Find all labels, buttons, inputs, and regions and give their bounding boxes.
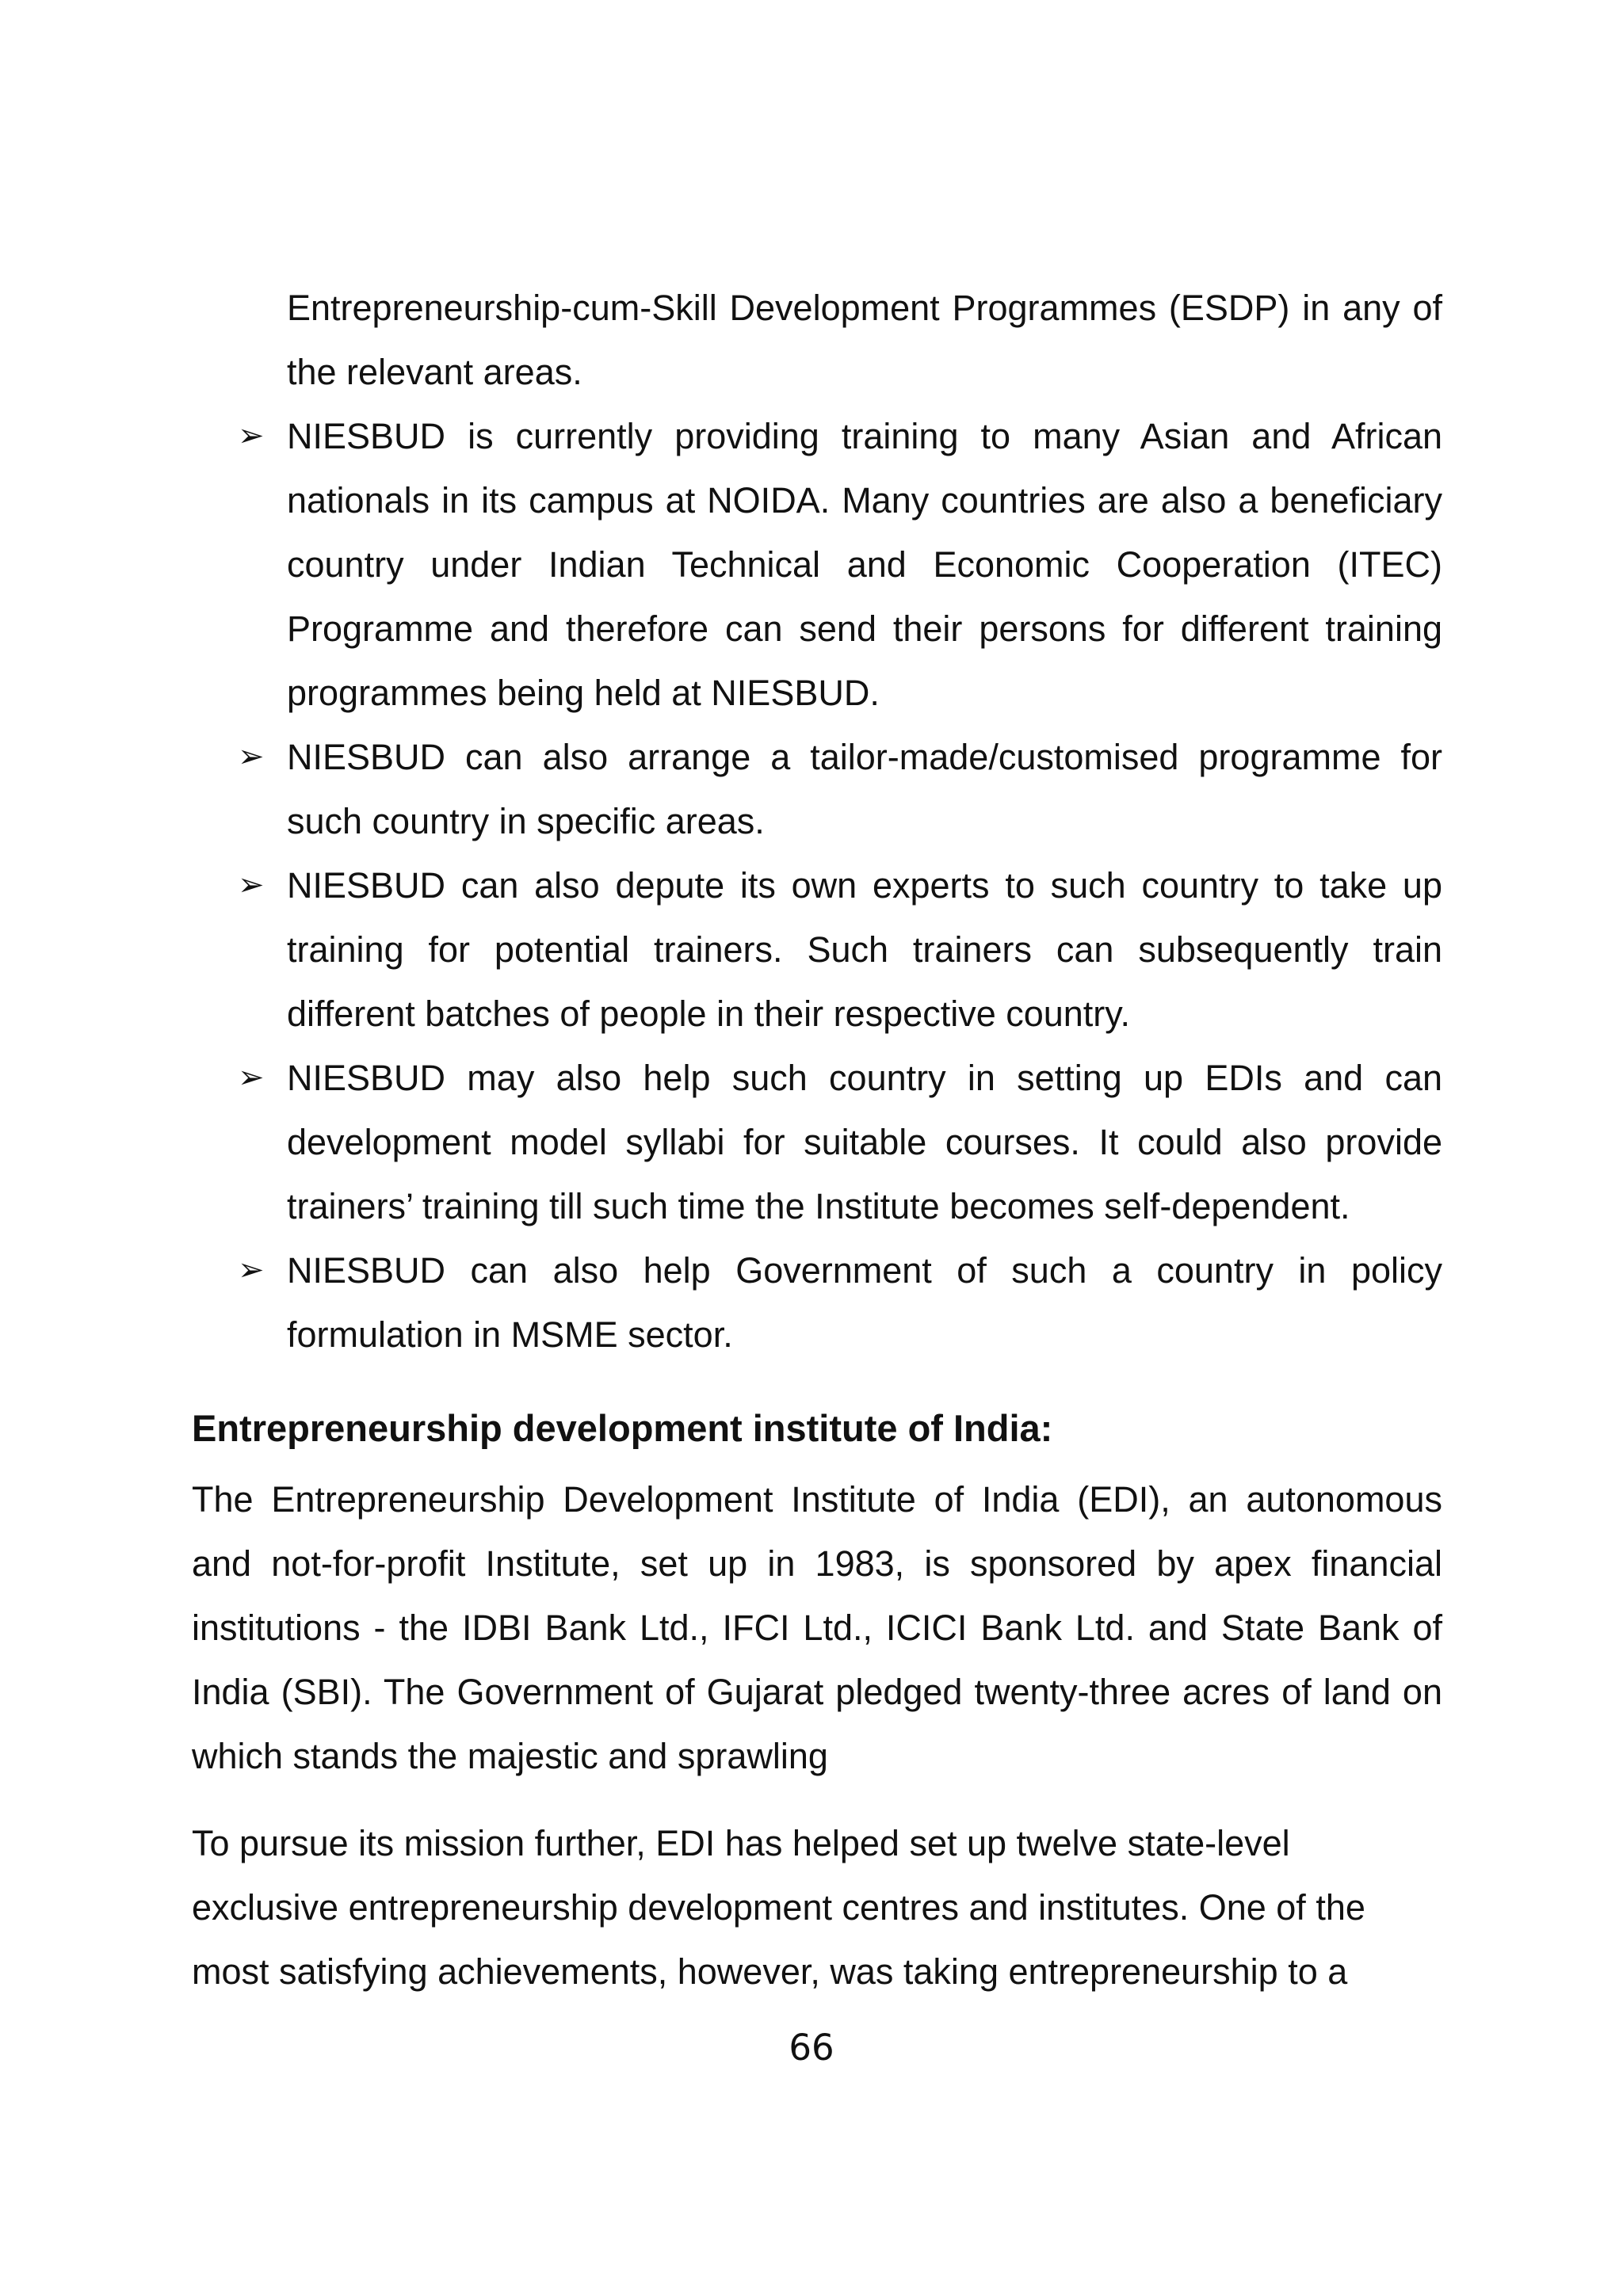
paragraph-edi-mission: To pursue its mission further, EDI has helped set up twelve state-level exclusive entrepreneurship development centres and institutes. One of the most satisfying achievements, however, was taking entrepreneurship to a: [192, 1823, 1365, 1992]
bullet-text-5: NIESBUD can also help Government of such a country in policy formulation in MSME sector.: [287, 1250, 1442, 1355]
bullet-item-5: [238, 1238, 1442, 1367]
page-number: 66: [789, 2027, 834, 2069]
bullet-item-1: [238, 404, 1442, 725]
arrow-bullet-icon: ➢: [238, 1253, 265, 1287]
continuation-text: Entrepreneurship-cum-Skill Development Programmes (ESDP) in any of the relevant areas.: [287, 288, 1442, 392]
paragraph-edi-intro: The Entrepreneurship Development Institute of India (EDI), an autonomous and not-for-profit Institute, set up in 1983, is sponsored by apex financial institutions - the IDBI Bank Ltd., IFCI Ltd., ICICI Bank Ltd. and State Bank of India (SBI). The Government of Gujarat pledged twenty-three acres of land on which stands the majestic and sprawling: [192, 1479, 1442, 1776]
bullet-list: [238, 404, 1442, 1367]
arrow-bullet-icon: ➢: [238, 868, 265, 902]
arrow-bullet-icon: ➢: [238, 739, 265, 774]
bullet-item-4: [238, 1046, 1442, 1238]
bullet-text-4: NIESBUD may also help such country in setting up EDIs and can development model syllabi for suitable courses. It could also provide trainers’ training till such time the Institute becomes self-dependent.: [287, 1058, 1442, 1226]
arrow-bullet-icon: ➢: [238, 418, 265, 453]
bullet-item-3: [238, 853, 1442, 1046]
bullet-item-2: [238, 725, 1442, 853]
bullet-text-1: NIESBUD is currently providing training to many Asian and African nationals in its campus at NOIDA. Many countries are also a beneficiary country under Indian Technical and Economic Cooperation (ITEC) Programme and therefore can send their persons for different training programmes being held at NIESBUD.: [287, 416, 1442, 713]
bullet-text-2: NIESBUD can also arrange a tailor-made/customised programme for such country in specific areas.: [287, 737, 1442, 841]
section-heading: Entrepreneurship development institute of India:: [192, 1407, 1053, 1449]
bullet-text-3: NIESBUD can also depute its own experts to such country to take up training for potential trainers. Such trainers can subsequently train different batches of people in their respective country.: [287, 865, 1442, 1034]
arrow-bullet-icon: ➢: [238, 1060, 265, 1095]
